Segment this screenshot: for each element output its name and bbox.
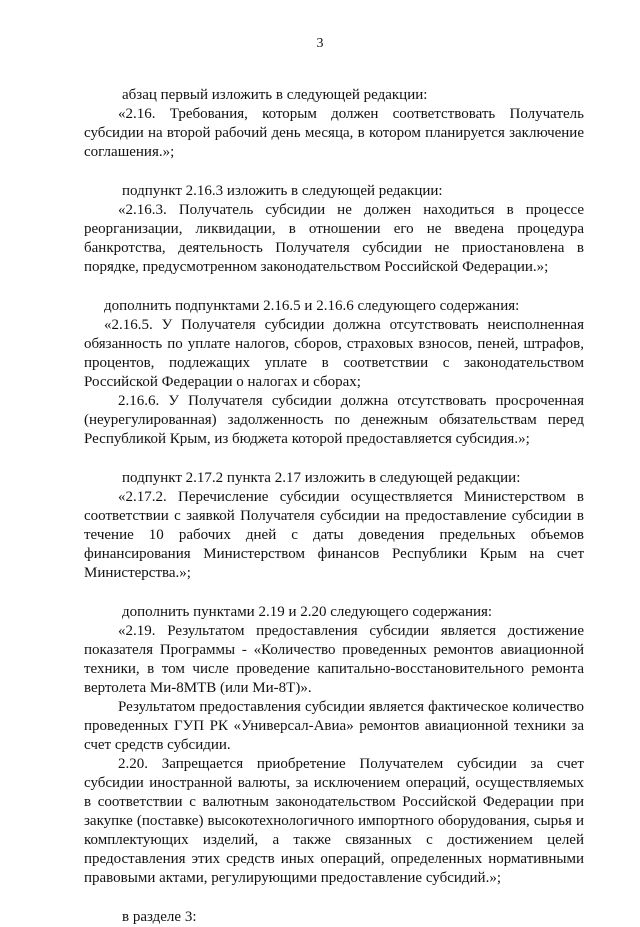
amendment-block-2-16 (84, 86, 584, 162)
page-number: 3 (316, 36, 324, 51)
quoted-paragraph: «2.16. Требования, которым должен соответствовать Получатель субсидии на второй рабочий день месяца, в котором планируется заключение соглашения.»; (84, 106, 584, 160)
quoted-paragraph: «2.17.2. Перечисление субсидии осуществляется Министерством в соответствии с заявкой Получателя субсидии на предоставление субсидии в течение 10 рабочих дней с даты доведения предельных объемов финансирования Министерством финансов Республики Крым на счет Министерства.»; (84, 489, 584, 581)
document-body (84, 86, 584, 927)
instruction-paragraph: дополнить подпунктами 2.16.5 и 2.16.6 следующего содержания: (104, 298, 520, 314)
instruction-paragraph: подпункт 2.16.3 изложить в следующей редакции: (122, 183, 443, 199)
amendment-block-2-17-2 (84, 469, 584, 583)
quoted-paragraph: 2.20. Запрещается приобретение Получателем субсидии за счет субсидии иностранной валюты, за исключением операций, осуществляемых в соответствии с валютным законодательством Российской Федерации при закупке (поставке) высокотехнологичного импортного оборудования, сырья и комплектующих изделий, а также связанных с достижением целей предоставления этих средств иных операций, определенных нормативными правовыми актами, регулирующими предоставление субсидий.»; (84, 756, 584, 886)
amendment-block-2-16-3 (84, 182, 584, 277)
amendment-block-section-3 (84, 908, 584, 927)
block-spacer (84, 277, 584, 297)
instruction-paragraph: в разделе 3: (122, 909, 197, 925)
instruction-paragraph: подпункт 2.17.2 пункта 2.17 изложить в следующей редакции: (122, 470, 521, 486)
block-spacer (84, 888, 584, 908)
amendment-block-2-16-5-6 (84, 297, 584, 449)
quoted-paragraph: «2.16.5. У Получателя субсидии должна отсутствовать неисполненная обязанность по уплате налогов, сборов, страховых взносов, пеней, штрафов, процентов, подлежащих уплате в соответствии с законодательством Российской Федерации о налогах и сборах; (84, 317, 584, 390)
quoted-paragraph: «2.16.3. Получатель субсидии не должен находиться в процессе реорганизации, ликвидации, в отношении его не введена процедура банкротства, деятельность Получателя субсидии не приостановлена в порядке, предусмотренном законодательством Российской Федерации.»; (84, 202, 584, 275)
quoted-paragraph: «2.19. Результатом предоставления субсидии является достижение показателя Программы - «Количество проведенных ремонтов авиационной техники, в том числе проведение капитально-восстановительного ремонта вертолета Ми-8МТВ (или Ми-8Т)». (84, 623, 584, 696)
block-spacer (84, 449, 584, 469)
quoted-paragraph: Результатом предоставления субсидии является фактическое количество проведенных ГУП РК «Универсал-Авиа» ремонтов авиационной техники за счет средств субсидии. (84, 699, 584, 753)
instruction-paragraph: дополнить пунктами 2.19 и 2.20 следующего содержания: (122, 604, 493, 620)
block-spacer (84, 162, 584, 182)
amendment-block-2-19-2-20 (84, 603, 584, 888)
instruction-paragraph: абзац первый изложить в следующей редакции: (122, 87, 428, 103)
block-spacer (84, 583, 584, 603)
quoted-paragraph: 2.16.6. У Получателя субсидии должна отсутствовать просроченная (неурегулированная) задолженность по денежным обязательствам перед Республикой Крым, из бюджета которой предоставляется субсидия.»; (84, 393, 584, 447)
